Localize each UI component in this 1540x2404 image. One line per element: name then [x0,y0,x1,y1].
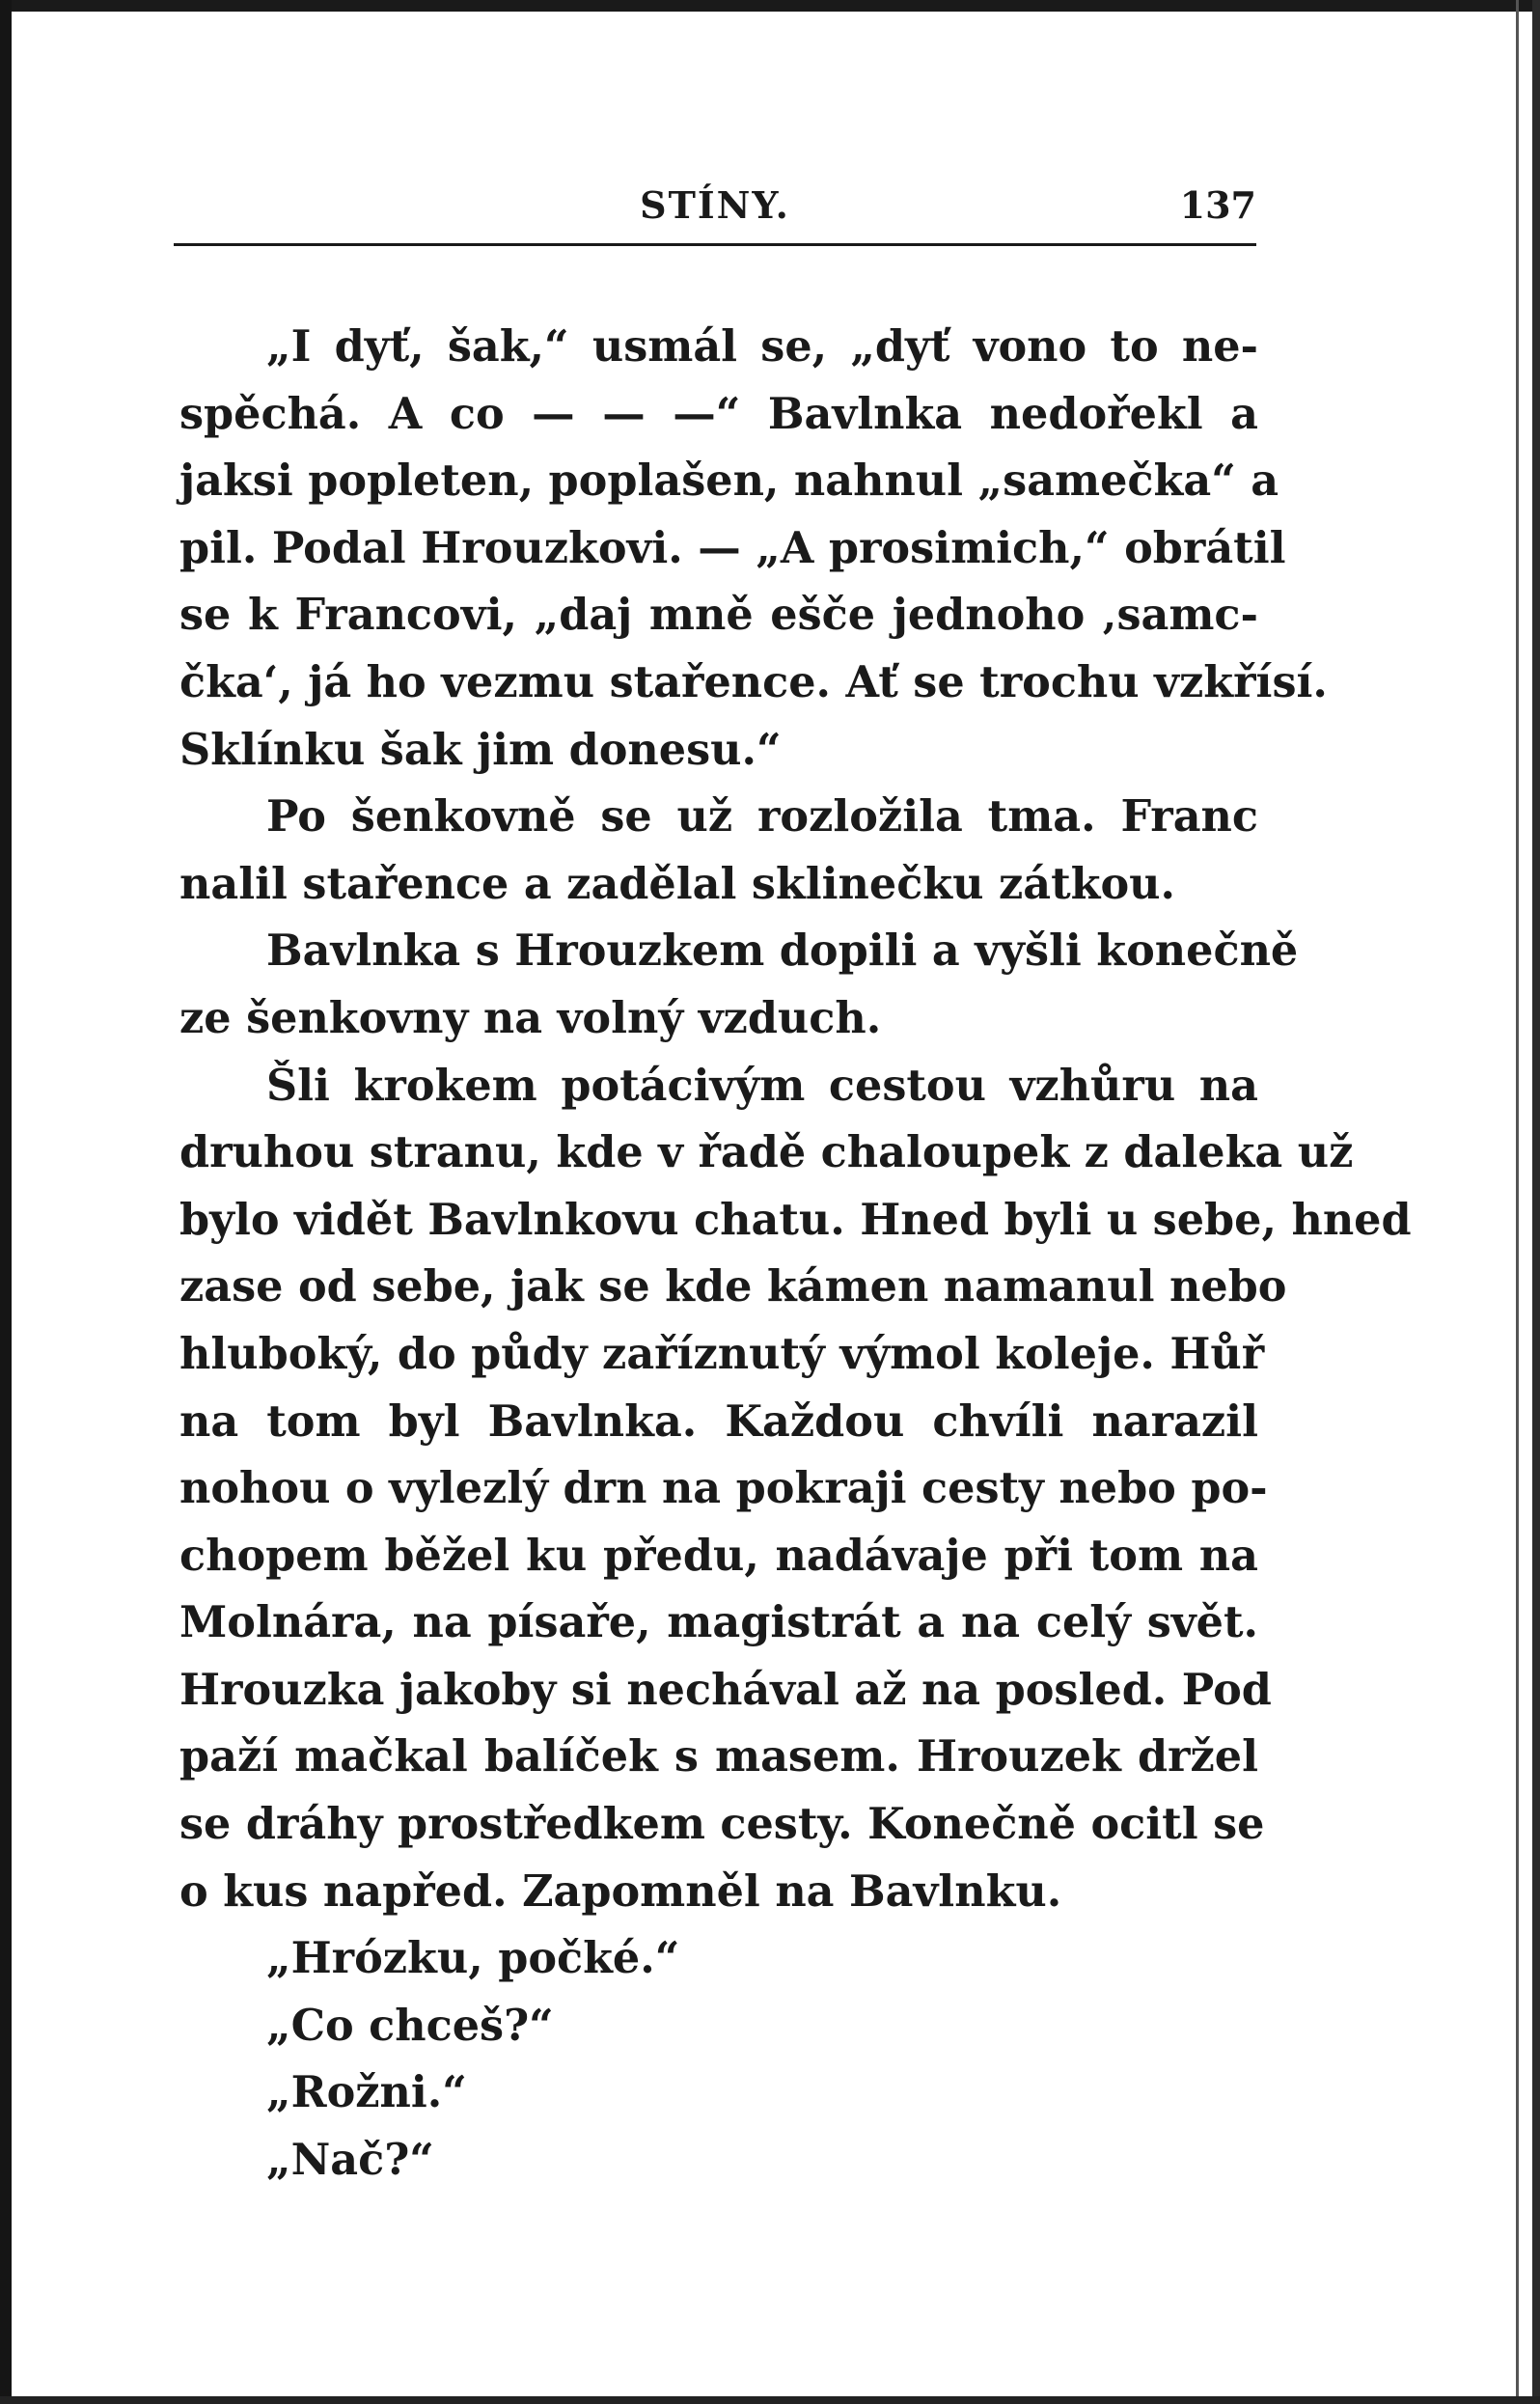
text-line: ze šenkovny na volný vzduch. [179,992,882,1043]
scan-border-bottom [0,2396,1540,2404]
page-header [174,174,1256,239]
text-line: se k Francovi, „daj mně ešče jednoho ‚samc- [179,590,1258,641]
text-line: nohou o vylezlý drn na pokraji cesty nebo po- [179,1463,1268,1514]
text-body [179,314,1412,2195]
running-title: STÍNY. [640,183,790,227]
text-line: „Co chceš?“ [266,2000,554,2051]
scan-border-top [0,0,1540,12]
text-line: Šli krokem potácivým cestou vzhůru na [266,1060,1258,1111]
text-line: hluboký, do půdy zaříznutý výmol koleje. Hůř [179,1328,1265,1379]
text-line: o kus napřed. Zapomněl na Bavlnku. [179,1865,1062,1917]
text-line: Bavlnka s Hrouzkem dopili a vyšli konečně [266,926,1299,977]
text-line: zase od sebe, jak se kde kámen namanul nebo [179,1261,1287,1313]
header-rule [174,243,1256,246]
scan-border-left [0,0,12,2404]
text-line: pil. Podal Hrouzkovi. — „A prosimich,“ obrátil [179,522,1286,573]
text-line: Hrouzka jakoby si nechával až na posled. Pod [179,1664,1272,1715]
text-line: Sklínku šak jim donesu.“ [179,724,782,775]
text-line: paží mačkal balíček s masem. Hrouzek držel [179,1731,1258,1782]
text-line: Molnára, na písaře, magistrát a na celý svět. [179,1597,1258,1648]
text-line: „Nač?“ [266,2135,434,2186]
text-line: druhou stranu, kde v řadě chaloupek z daleka už [179,1127,1354,1178]
scan-border-right-inner [1516,0,1519,2404]
text-line: „Hrózku, počké.“ [266,1933,680,1984]
scan-border-right [1532,0,1540,2404]
text-line: čka‘, já ho vezmu stařence. Ať se trochu vzkřísí. [179,656,1328,707]
text-line: jaksi popleten, poplašen, nahnul „samečka“ a [179,456,1279,507]
text-line: „I dyť, šak,“ usmál se, „dyť vono to ne- [266,321,1258,372]
text-line: spěchá. A co — — —“ Bavlnka nedořekl a [179,388,1258,439]
text-line: chopem běžel ku předu, nadávaje při tom na [179,1530,1258,1581]
text-line: nalil stařence a zadělal sklinečku zátkou. [179,858,1175,909]
text-line: se dráhy prostředkem cesty. Konečně ocitl se [179,1799,1265,1850]
text-line: na tom byl Bavlnka. Každou chvíli narazil [179,1395,1258,1447]
page-number: 137 [1179,183,1256,227]
text-line: „Rožni.“ [266,2067,467,2118]
text-line: bylo vidět Bavlnkovu chatu. Hned byli u sebe, hned [179,1194,1412,1245]
text-line: Po šenkovně se už rozložila tma. Franc [266,791,1258,843]
